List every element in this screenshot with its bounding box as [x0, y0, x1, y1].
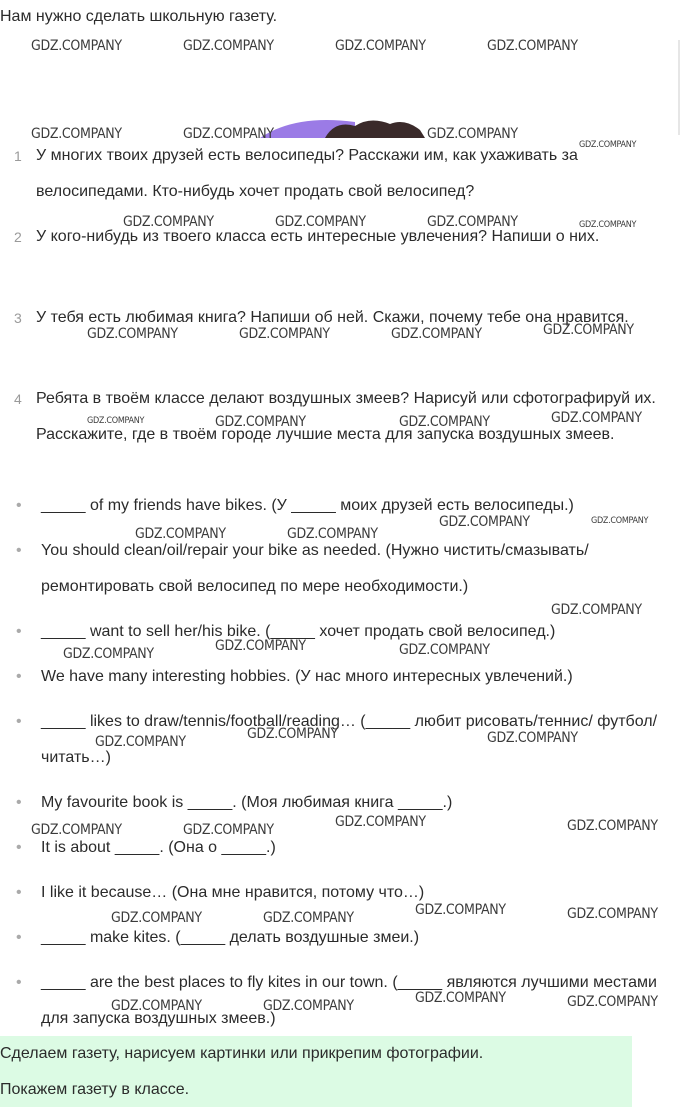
watermark: GDZ.COMPANY: [239, 326, 330, 342]
watermark: GDZ.COMPANY: [63, 646, 154, 662]
question-text: Ребята в твоём классе делают воздушных змеев? Нарисуй или сфотографируй их. Расскажите, где в твоём городе лучшие места для запуска воздушных змеев.: [36, 390, 656, 443]
watermark: GDZ.COMPANY: [579, 220, 637, 230]
watermark: GDZ.COMPANY: [215, 414, 306, 430]
watermark: GDZ.COMPANY: [399, 642, 490, 658]
watermark: GDZ.COMPANY: [427, 214, 518, 230]
bullet-icon: •: [16, 974, 22, 991]
watermark: GDZ.COMPANY: [247, 726, 338, 742]
watermark: GDZ.COMPANY: [335, 38, 426, 54]
question-text: У тебя есть любимая книга? Напиши об ней. Скажи, почему тебе она нравится.: [36, 309, 629, 326]
watermark: GDZ.COMPANY: [487, 38, 578, 54]
watermark: GDZ.COMPANY: [215, 638, 306, 654]
kite-illustration: [255, 110, 455, 140]
watermark: GDZ.COMPANY: [551, 410, 642, 426]
watermark: GDZ.COMPANY: [567, 906, 658, 922]
watermark: GDZ.COMPANY: [415, 990, 506, 1006]
bullet-icon: •: [16, 794, 22, 811]
watermark: GDZ.COMPANY: [591, 516, 649, 526]
watermark: GDZ.COMPANY: [183, 126, 274, 142]
watermark: GDZ.COMPANY: [31, 38, 122, 54]
watermark: GDZ.COMPANY: [135, 526, 226, 542]
task-text: Покажем газету в классе.: [0, 1081, 190, 1098]
watermark: GDZ.COMPANY: [399, 414, 490, 430]
task-text: Сделаем газету, нарисуем картинки или прикрепим фотографии.: [0, 1045, 484, 1062]
watermark: GDZ.COMPANY: [287, 526, 378, 542]
bullet-icon: •: [16, 497, 22, 514]
watermark: GDZ.COMPANY: [87, 416, 145, 426]
bullet-icon: •: [16, 929, 22, 946]
bullet-icon: •: [16, 884, 22, 901]
watermark: GDZ.COMPANY: [487, 730, 578, 746]
watermark: GDZ.COMPANY: [31, 126, 122, 142]
watermark: GDZ.COMPANY: [263, 910, 354, 926]
bullet-icon: •: [16, 839, 22, 856]
question-number: 4: [14, 391, 22, 407]
watermark: GDZ.COMPANY: [275, 214, 366, 230]
watermark: GDZ.COMPANY: [551, 602, 642, 618]
bullet-icon: •: [16, 668, 22, 685]
watermark: GDZ.COMPANY: [415, 902, 506, 918]
watermark: GDZ.COMPANY: [31, 822, 122, 838]
watermark: GDZ.COMPANY: [579, 140, 637, 150]
watermark: GDZ.COMPANY: [439, 514, 530, 530]
watermark: GDZ.COMPANY: [391, 326, 482, 342]
intro-text: Нам нужно сделать школьную газету.: [0, 8, 278, 25]
watermark: GDZ.COMPANY: [567, 994, 658, 1010]
watermark: GDZ.COMPANY: [427, 126, 518, 142]
watermark: GDZ.COMPANY: [87, 326, 178, 342]
bullet-icon: •: [16, 542, 22, 559]
watermark: GDZ.COMPANY: [95, 734, 186, 750]
watermark: GDZ.COMPANY: [183, 822, 274, 838]
bullet-icon: •: [16, 713, 22, 730]
watermark: GDZ.COMPANY: [111, 998, 202, 1014]
watermark: GDZ.COMPANY: [111, 910, 202, 926]
question-text: У многих твоих друзей есть велосипеды? Расскажи им, как ухаживать за велосипедами. Кто-нибудь хочет продать свой велосипед?: [36, 147, 578, 200]
watermark: GDZ.COMPANY: [335, 814, 426, 830]
bullet-icon: •: [16, 623, 22, 640]
question-text: У кого-нибудь из твоего класса есть интересные увлечения? Напиши о них.: [36, 228, 600, 245]
question-number: 1: [14, 148, 22, 164]
watermark: GDZ.COMPANY: [263, 998, 354, 1014]
watermark: GDZ.COMPANY: [567, 818, 658, 834]
watermark: GDZ.COMPANY: [183, 38, 274, 54]
watermark: GDZ.COMPANY: [123, 214, 214, 230]
question-number: 2: [14, 229, 22, 245]
question-number: 3: [14, 310, 22, 326]
watermark: GDZ.COMPANY: [543, 322, 634, 338]
